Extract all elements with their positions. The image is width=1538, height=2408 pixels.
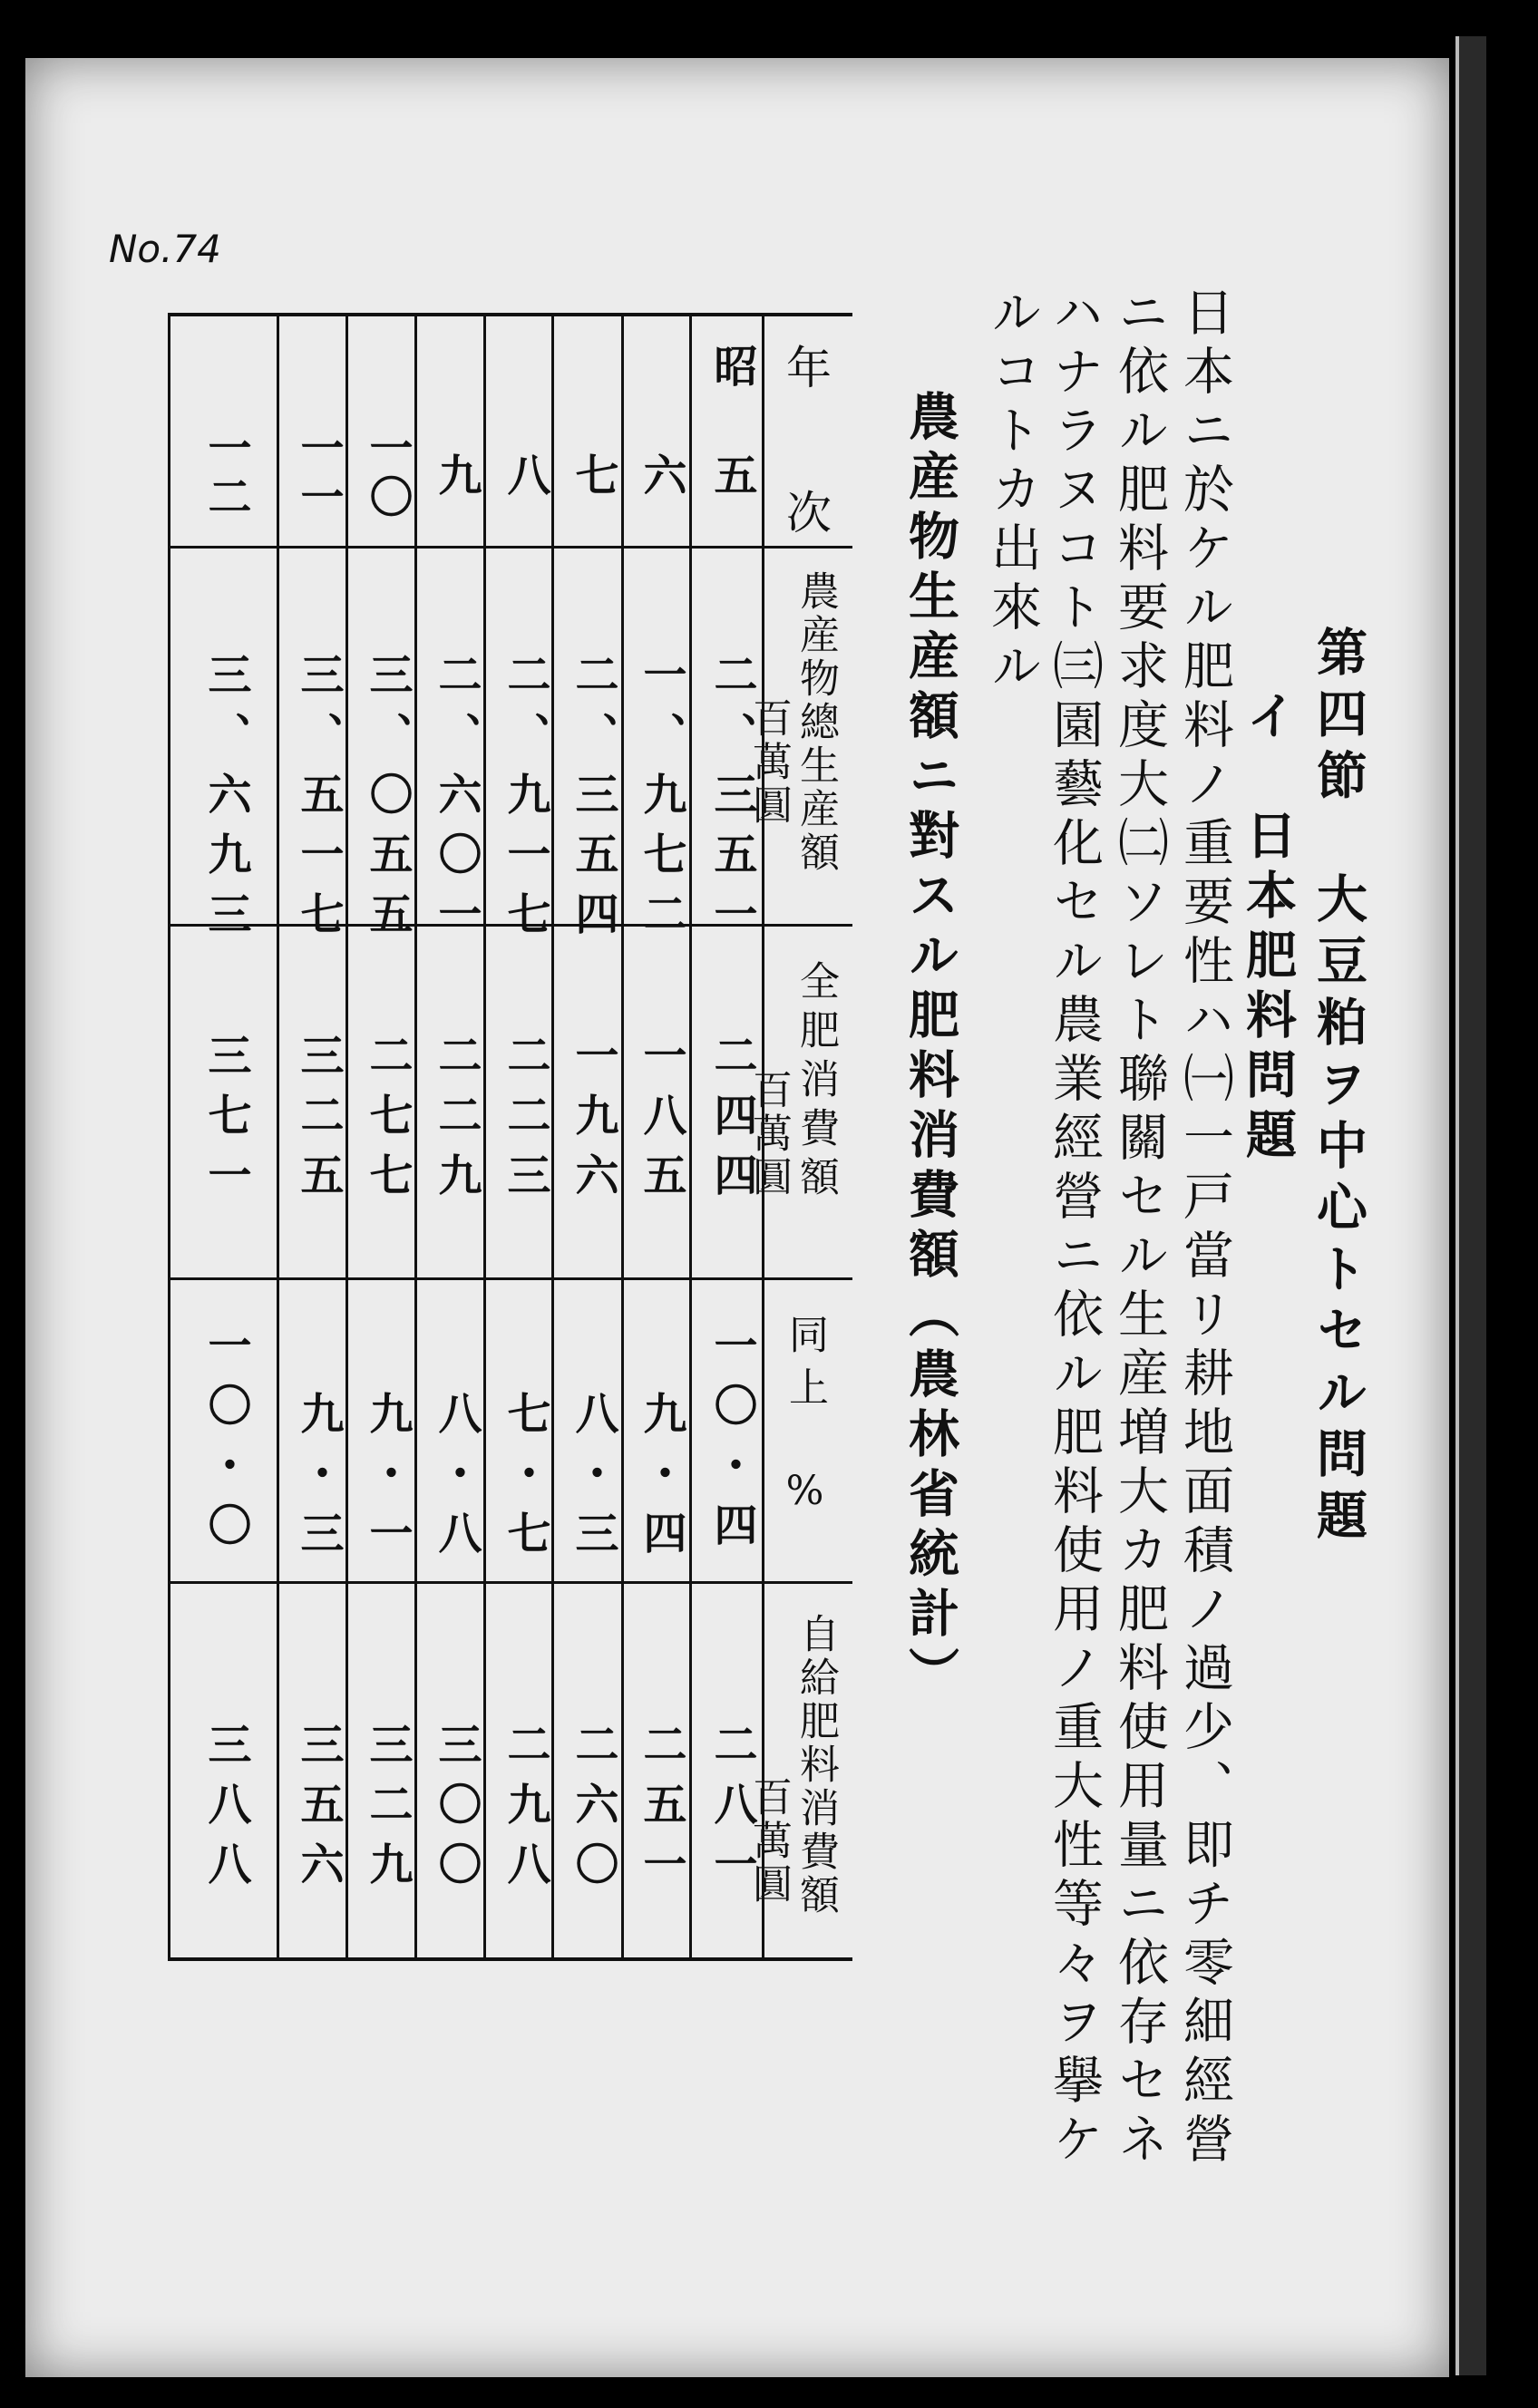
- header-total-production: 農産物總生産額: [793, 570, 839, 875]
- book-spine: [1455, 36, 1486, 2375]
- cell-self: 三二九: [362, 1722, 413, 1901]
- cell-fertilizer: 三七一: [200, 1033, 251, 1212]
- cell-production: 二、六〇一: [431, 652, 482, 951]
- cell-self: 二九八: [500, 1722, 550, 1901]
- cell-fertilizer: 二二九: [431, 1033, 482, 1212]
- cell-ratio: 一〇・〇: [200, 1323, 251, 1562]
- cell-fertilizer: 一九六: [568, 1033, 618, 1212]
- era-mark: 昭: [706, 344, 757, 403]
- table-caption: 農産物生産額ニ對スル肥料消費額（農林省統計）: [900, 390, 960, 1706]
- column-divider: [414, 316, 417, 1957]
- cell-ratio: 一〇・四: [706, 1323, 757, 1562]
- cell-production: 三、〇五五: [362, 652, 413, 951]
- cell-fertilizer: 三二五: [293, 1033, 344, 1212]
- paragraph-line: 日本ニ於ケル肥料ノ重要性ハ㈠一戸當リ耕地面積ノ過少、即チ零細經營: [1175, 286, 1234, 2171]
- cell-self: 二六〇: [568, 1722, 618, 1901]
- cell-self: 二五一: [636, 1722, 686, 1901]
- cell-production: 一、九七二: [636, 652, 686, 951]
- column-divider: [689, 316, 692, 1957]
- cell-year: 九: [431, 452, 482, 512]
- header-ratio: 同上: [782, 1314, 828, 1419]
- header-self-fertilizer: 自給肥料消費額: [793, 1613, 839, 1918]
- column-divider: [277, 316, 279, 1957]
- cell-self: 三八八: [200, 1722, 251, 1901]
- cell-ratio: 七・七: [500, 1391, 550, 1570]
- cell-self: 三五六: [293, 1722, 344, 1901]
- cell-self: 二八一: [706, 1722, 757, 1901]
- header-total-production-unit: 百萬圓: [745, 697, 792, 828]
- header-total-fertilizer: 全肥消費額: [793, 960, 839, 1205]
- cell-year: 一〇: [362, 425, 413, 523]
- cell-year: 一二: [200, 425, 251, 523]
- cell-fertilizer: 一八五: [636, 1033, 686, 1212]
- header-self-fertilizer-unit: 百萬圓: [745, 1776, 792, 1907]
- header-total-fertilizer-unit: 百萬圓: [745, 1069, 792, 1199]
- cell-ratio: 九・三: [293, 1391, 344, 1570]
- cell-production: 三、五一七: [293, 652, 344, 951]
- cell-ratio: 八・三: [568, 1391, 618, 1570]
- row-divider: [168, 1277, 852, 1280]
- cell-fertilizer: 二七七: [362, 1033, 413, 1212]
- column-divider: [621, 316, 624, 1957]
- page-number-label: No.74: [109, 227, 221, 271]
- cell-year: 八: [500, 452, 550, 512]
- cell-fertilizer: 二四四: [706, 1033, 757, 1212]
- cell-ratio: 九・四: [636, 1391, 686, 1570]
- cell-ratio: 九・一: [362, 1391, 413, 1570]
- paragraph-line: ルコトカ出來ル: [983, 286, 1042, 698]
- cell-year: 七: [568, 452, 618, 512]
- row-divider: [168, 546, 852, 549]
- cell-fertilizer: 二二三: [500, 1033, 550, 1212]
- column-divider: [346, 316, 348, 1957]
- column-divider: [483, 316, 486, 1957]
- paragraph-line: ハナラヌコト㈢園藝化セル農業經營ニ依ル肥料使用ノ重大性等々ヲ擧ケ: [1045, 286, 1104, 2171]
- row-divider: [168, 1581, 852, 1584]
- cell-production: 三、六九三: [200, 652, 251, 951]
- cell-year: 一一: [293, 425, 344, 523]
- cell-production: 二、九一七: [500, 652, 550, 951]
- header-year: 年 次: [779, 344, 832, 561]
- subsection-title: イ 日本肥料問題: [1238, 689, 1298, 1168]
- cell-year: 六: [636, 452, 686, 512]
- header-ratio-unit: %: [782, 1468, 828, 1518]
- cell-ratio: 八・八: [431, 1391, 482, 1570]
- fertilizer-table: [168, 313, 852, 1961]
- column-divider: [551, 316, 554, 1957]
- paragraph-line: ニ依ル肥料要求度大㈡ソレト聯關セル生産増大カ肥料使用量ニ依存セネ: [1110, 286, 1169, 2171]
- cell-production: 二、三五一: [706, 652, 757, 951]
- column-divider: [168, 316, 170, 1957]
- cell-self: 三〇〇: [431, 1722, 482, 1901]
- cell-year: 五: [706, 452, 757, 512]
- cell-production: 二、三五四: [568, 652, 618, 951]
- section-title: 第四節 大豆粕ヲ中心トセル問題: [1309, 626, 1368, 1550]
